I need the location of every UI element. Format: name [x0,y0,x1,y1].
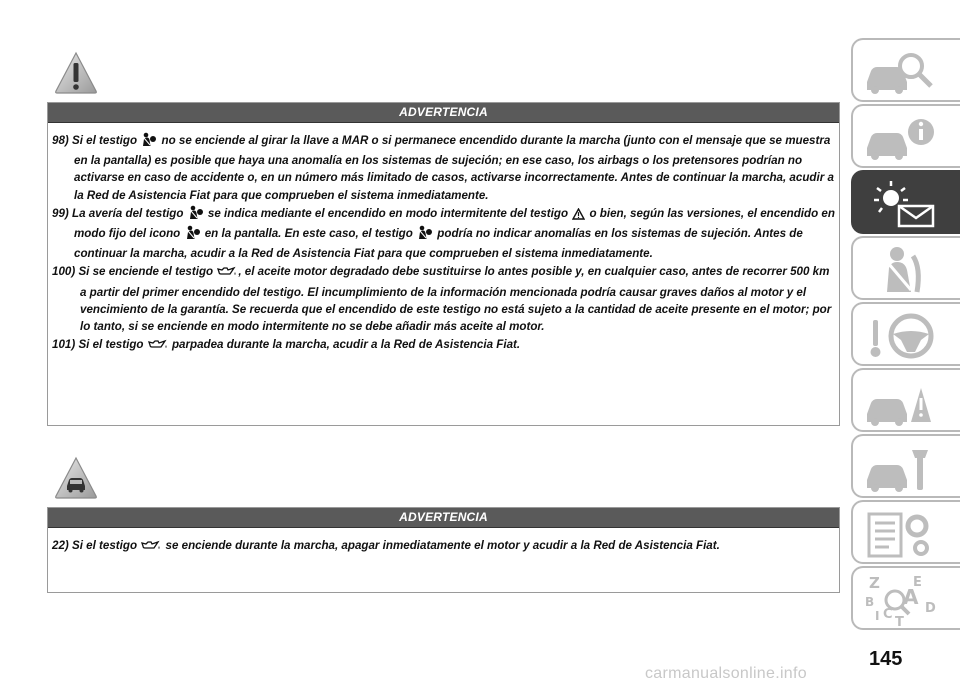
seatbelt-person-icon [859,242,949,298]
index-letter-d: D [925,601,936,616]
exclamation-warning-icon [53,50,99,96]
car-search-icon [859,44,949,100]
list-gear-icon [859,506,949,562]
note-text: parpadea durante la marcha, acudir a la Red de Asistencia Fiat. [168,338,521,352]
tab-index[interactable] [851,566,960,630]
warning-light-mail-icon [859,176,949,232]
note-text: se indica mediante el encendido en modo intermitente del testigo [204,206,572,220]
car-info-icon [859,110,949,166]
index-letter-i: I [875,609,880,623]
warning-box-2-notes [48,528,839,564]
note-text: Si el testigo [71,134,141,147]
note-text: se enciende durante la marcha, apagar inmediatamente el motor y acudir a la Red de Asistencia Fiat. [162,539,720,552]
airbag-icon [185,225,201,245]
car-crash-icon [859,374,949,430]
tab-safety[interactable] [851,236,960,300]
oil-icon [217,266,237,283]
tab-maintenance[interactable] [851,434,960,498]
note-text: , el aceite motor degradado debe sustituirse lo antes posible y, en cualquier caso, antes de recorrer 500 km a partir del primer encendido del testigo. El incumplimiento de la información mencionada podría causar graves daños al motor y el vencimiento de la garantía. Se recuerda que el encendido de este testigo no está sujeto a la cantidad de aceite presente en el motor; por lo tanto, si se enciende en modo intermitente no se debe añadir más aceite al motor. [80,265,832,334]
steering-wheel-icon [859,308,949,364]
oil-icon [141,540,161,557]
tab-technical-data[interactable] [851,500,960,564]
note-number: 101) [52,338,79,352]
car-warning-icon [53,455,99,501]
index-letter-e: E [913,575,922,590]
warning-box-2-title: ADVERTENCIA [48,508,839,528]
airbag-icon [417,225,433,245]
note-item [52,205,835,263]
note-text: Si el testigo [78,338,147,352]
oil-icon [148,339,168,356]
tab-car-info[interactable] [851,104,960,168]
note-number: 99) [52,206,72,220]
note-item [52,336,835,356]
note-item [52,132,835,204]
note-number: 98) [52,134,72,147]
page-number: 145 [869,648,903,670]
tab-driving[interactable] [851,302,960,366]
note-item [52,263,835,335]
alphabet-index-icon [859,572,949,628]
note-number: 22) [52,539,72,552]
index-letter-c: C [883,607,893,622]
tab-car-search[interactable] [851,38,960,102]
note-item [52,537,835,557]
note-text: o bien, según las versiones, el encendido en modo fijo del icono [74,206,835,241]
index-letter-t: T [895,615,904,628]
index-letter-a: A [903,585,919,609]
note-text: podría no indicar anomalías en los sistemas de sujeción. Antes de continuar la marcha, acudir a la Red de Asistencia Fiat para que comprueben el sistema inmediatamente. [74,227,803,261]
note-text: Si se enciende el testigo [78,265,217,279]
warning-box-1-notes [48,123,839,363]
note-number: 100) [52,265,79,279]
note-text: en la pantalla. En este caso, el testigo [201,227,417,241]
note-text: no se enciende al girar la llave a MAR o si permanece encendido durante la marcha (junto con el mensaje que se muestra en la pantalla) es posible que haya una anomalía en los sistemas de sujeción; en ese caso, los airbags o los pretensores podrían no activarse en caso de accidente o, en un número más limitado de casos, activarse incorrectamente. Antes de continuar la marcha, acudir a la Red de Asistencia Fiat para que comprueben el sistema inmediatamente. [74,134,834,202]
airbag-icon [141,132,157,152]
note-text: La avería del testigo [71,206,187,220]
warning-box-1 [47,102,840,426]
index-letter-z: Z [869,574,880,592]
index-letter-b: B [865,595,875,609]
tab-emergency[interactable] [851,368,960,432]
car-wrench-icon [859,440,949,496]
warning-box-1-title: ADVERTENCIA [48,103,839,123]
warning-box-2 [47,507,840,593]
tab-warning-lights[interactable] [851,170,960,234]
note-text: Si el testigo [71,539,141,552]
watermark: carmanualsonline.info [645,665,807,682]
warning-triangle-icon [572,208,585,225]
airbag-icon [188,205,204,225]
